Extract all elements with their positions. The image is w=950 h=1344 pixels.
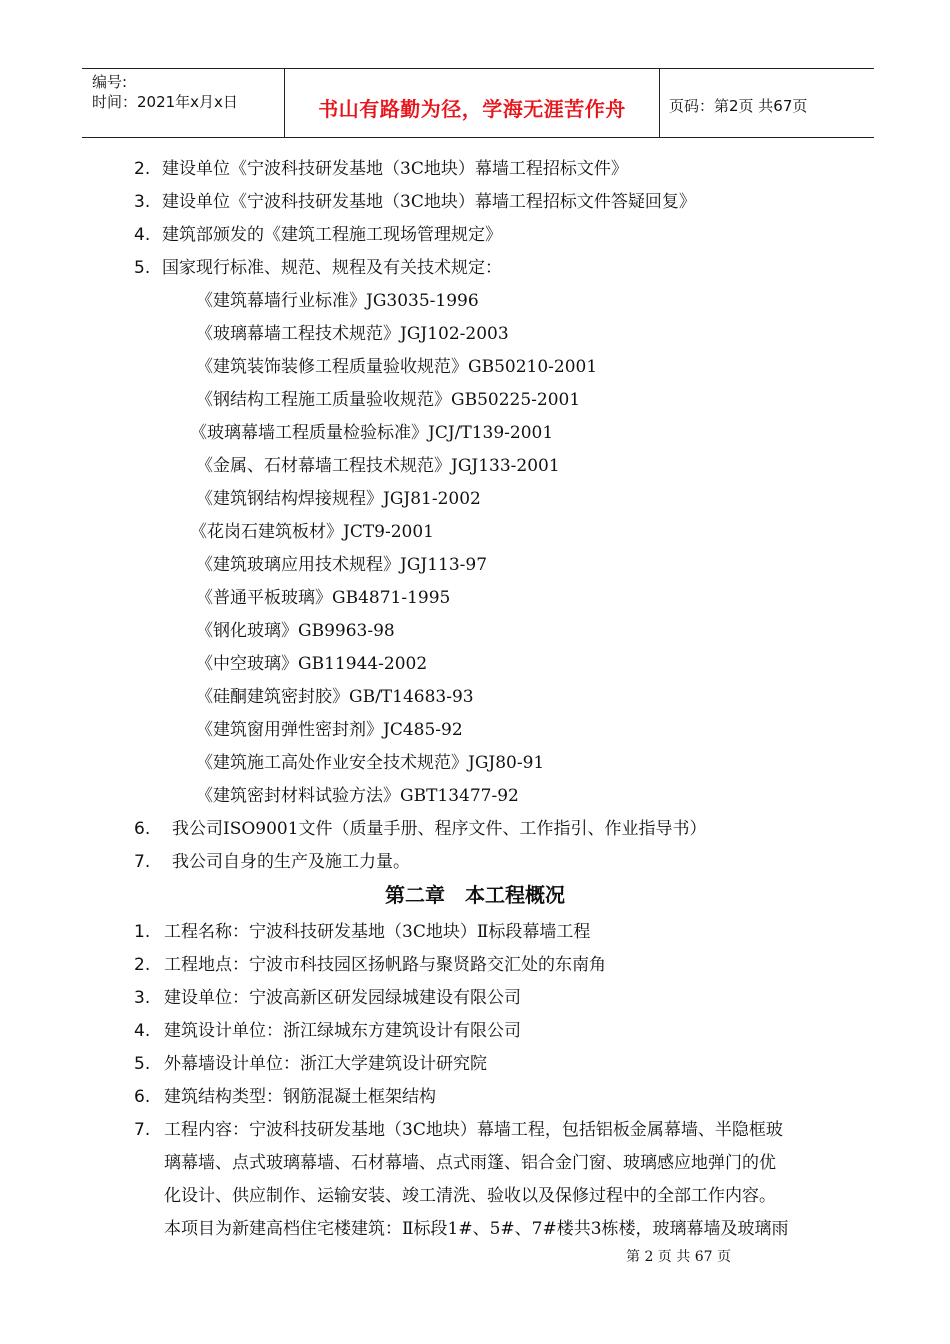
- standard-item: 《建筑装饰装修工程质量验收规范》GB50210-2001: [196, 357, 598, 377]
- ref-item: 我公司自身的生产及施工力量。: [172, 852, 410, 872]
- ref-number: 4.: [134, 225, 151, 245]
- standard-item: 《钢化玻璃》GB9963-98: [196, 621, 395, 641]
- motto: 书山有路勤为径，学海无涯苦作舟: [318, 97, 626, 121]
- ref-item: 建设单位《宁波科技研发基地（3C地块）幕墙工程招标文件答疑回复》: [162, 192, 696, 212]
- overview-item-line: 工程内容：宁波科技研发基地（3C地块）幕墙工程，包括铝板金属幕墙、半隐框玻: [164, 1120, 783, 1140]
- overview-number: 1.: [134, 922, 151, 942]
- ref-item: 国家现行标准、规范、规程及有关技术规定：: [162, 258, 502, 278]
- overview-number: 2.: [134, 955, 151, 975]
- chapter-title: 第二章 本工程概况: [385, 883, 565, 907]
- overview-item: 工程名称：宁波科技研发基地（3C地块）Ⅱ标段幕墙工程: [164, 922, 591, 942]
- page-footer: 第 2 页 共 67 页: [626, 1249, 731, 1265]
- overview-item: 建筑设计单位：浙江绿城东方建筑设计有限公司: [164, 1021, 521, 1041]
- ref-number: 7.: [134, 852, 151, 872]
- overview-number: 3.: [134, 988, 151, 1008]
- standard-item: 《玻璃幕墙工程技术规范》JGJ102-2003: [196, 324, 509, 344]
- serial-label: 编号:: [92, 73, 128, 91]
- overview-number: 4.: [134, 1021, 151, 1041]
- page-info: 页码：第2页 共67页: [669, 97, 808, 115]
- standard-item: 《建筑窗用弹性密封剂》JC485-92: [196, 720, 463, 740]
- ref-number: 5.: [134, 258, 151, 278]
- header-left-cell: [82, 69, 284, 137]
- overview-item: 建筑结构类型：钢筋混凝土框架结构: [164, 1087, 436, 1107]
- overview-number: 7.: [134, 1120, 151, 1140]
- overview-number: 6.: [134, 1087, 151, 1107]
- overview-item-line: 本项目为新建高档住宅楼建筑：Ⅱ标段1#、5#、7#楼共3栋楼，玻璃幕墙及玻璃雨: [164, 1219, 789, 1239]
- standard-item: 《建筑玻璃应用技术规程》JGJ113-97: [196, 555, 488, 575]
- ref-item: 我公司ISO9001文件（质量手册、程序文件、工作指引、作业指导书）: [172, 819, 707, 839]
- standard-item: 《硅酮建筑密封胶》GB/T14683-93: [196, 687, 474, 707]
- standard-item: 《建筑钢结构焊接规程》JGJ81-2002: [196, 489, 481, 509]
- ref-item: 建设单位《宁波科技研发基地（3C地块）幕墙工程招标文件》: [162, 159, 628, 179]
- ref-number: 2.: [134, 159, 151, 179]
- overview-item-line: 化设计、供应制作、运输安装、竣工清洗、验收以及保修过程中的全部工作内容。: [164, 1186, 776, 1206]
- standard-item: 《普通平板玻璃》GB4871-1995: [196, 588, 451, 608]
- ref-number: 6.: [134, 819, 151, 839]
- time-label: 时间：2021年x月x日: [92, 93, 238, 111]
- ref-item: 建筑部颁发的《建筑工程施工现场管理规定》: [162, 225, 502, 245]
- overview-item: 外幕墙设计单位：浙江大学建筑设计研究院: [164, 1054, 487, 1074]
- standard-item: 《金属、石材幕墙工程技术规范》JGJ133-2001: [196, 456, 560, 476]
- standard-item: 《花岗石建筑板材》JCT9-2001: [190, 522, 434, 542]
- standard-item: 《中空玻璃》GB11944-2002: [196, 654, 428, 674]
- page-header: [82, 68, 874, 138]
- overview-number: 5.: [134, 1054, 151, 1074]
- header-right-cell: [659, 69, 874, 137]
- standard-item: 《建筑幕墙行业标准》JG3035-1996: [196, 291, 479, 311]
- standard-item: 《建筑施工高处作业安全技术规范》JGJ80-91: [196, 753, 545, 773]
- overview-item: 建设单位：宁波高新区研发园绿城建设有限公司: [164, 988, 521, 1008]
- standard-item: 《建筑密封材料试验方法》GBT13477-92: [196, 786, 519, 806]
- header-center-cell: [284, 69, 660, 137]
- overview-item-line: 璃幕墙、点式玻璃幕墙、石材幕墙、点式雨篷、铝合金门窗、玻璃感应地弹门的优: [164, 1153, 776, 1173]
- standard-item: 《钢结构工程施工质量验收规范》GB50225-2001: [196, 390, 581, 410]
- standard-item: 《玻璃幕墙工程质量检验标准》JCJ/T139-2001: [190, 423, 554, 443]
- ref-number: 3.: [134, 192, 151, 212]
- overview-item: 工程地点：宁波市科技园区扬帆路与聚贤路交汇处的东南角: [164, 955, 606, 975]
